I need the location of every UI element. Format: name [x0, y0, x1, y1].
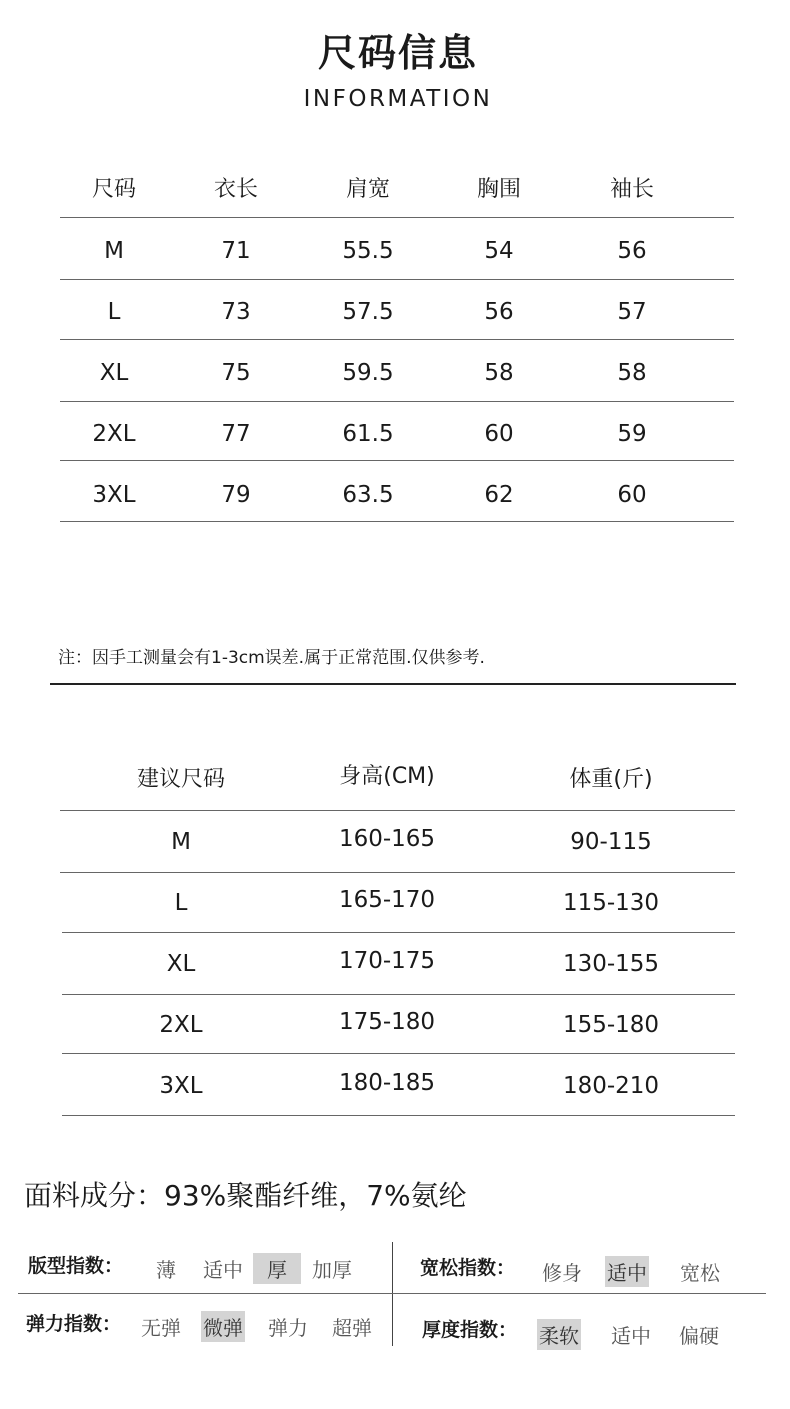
fabric-composition: 面料成分：93%聚酯纤维，7%氨纶	[24, 1179, 467, 1212]
table-cell: L	[107, 299, 121, 325]
table-cell: XL	[99, 360, 129, 386]
elasticity-option-elastic: 弹力	[268, 1316, 308, 1340]
table-cell: 175-180	[338, 1009, 436, 1035]
fit-option-extra-thick: 加厚	[312, 1258, 352, 1282]
table-cell: M	[171, 829, 191, 855]
thickness-index-label: 厚度指数：	[422, 1319, 518, 1341]
table-row	[60, 404, 735, 464]
column-header: 建议尺码	[136, 767, 226, 792]
thickness-option-medium: 适中	[611, 1324, 651, 1348]
column-header: 肩宽	[345, 177, 391, 202]
table-cell: 2XL	[159, 1012, 203, 1038]
fit-option-thick-selected: 厚	[253, 1253, 301, 1284]
row-divider	[62, 1115, 735, 1116]
column-header: 袖长	[609, 177, 655, 202]
elasticity-option-slight-selected: 微弹	[201, 1311, 245, 1342]
table-cell: 56	[484, 299, 514, 325]
table-cell: 54	[484, 238, 514, 264]
page-subtitle: INFORMATION	[303, 86, 493, 112]
table-row	[60, 995, 736, 1055]
looseness-option-regular-selected: 适中	[605, 1256, 649, 1287]
looseness-index-label: 宽松指数：	[420, 1257, 516, 1279]
table-cell: 160-165	[338, 826, 436, 852]
table-row	[60, 282, 735, 342]
column-header: 胸围	[476, 177, 522, 202]
table-header	[60, 160, 735, 220]
table-row	[60, 343, 735, 403]
looseness-option-loose: 宽松	[680, 1261, 720, 1285]
table-cell: 59.5	[342, 360, 394, 386]
table-row	[60, 465, 735, 525]
table-cell: 60	[617, 482, 647, 508]
table-cell: 73	[221, 299, 251, 325]
table-cell: 3XL	[92, 482, 136, 508]
table-cell: 115-130	[562, 890, 660, 916]
table-cell: 57	[617, 299, 647, 325]
table-cell: 79	[221, 482, 251, 508]
table-row	[60, 221, 735, 281]
table-cell: 130-155	[562, 951, 660, 977]
row-divider	[60, 339, 734, 340]
table-cell: 3XL	[159, 1073, 203, 1099]
table-cell: 165-170	[338, 887, 436, 913]
table-row	[60, 1056, 736, 1116]
table-cell: 61.5	[342, 421, 394, 447]
table-cell: 57.5	[342, 299, 394, 325]
elasticity-option-super: 超弹	[332, 1316, 372, 1340]
table-cell: 58	[484, 360, 514, 386]
table-cell: M	[104, 238, 124, 264]
looseness-option-slim: 修身	[542, 1261, 582, 1285]
fit-option-medium: 适中	[203, 1258, 243, 1282]
table-row	[60, 812, 736, 872]
table-cell: 55.5	[342, 238, 394, 264]
size-table	[60, 160, 735, 525]
elasticity-index-label: 弹力指数：	[26, 1313, 122, 1335]
suggest-size-table	[60, 750, 736, 1120]
column-header: 体重(斤)	[569, 767, 653, 792]
row-divider	[60, 279, 734, 280]
column-header: 衣长	[213, 177, 259, 202]
table-cell: 56	[617, 238, 647, 264]
table-cell: L	[174, 890, 188, 916]
grid-vertical-divider	[392, 1242, 393, 1346]
table-header	[60, 750, 736, 810]
row-divider	[60, 217, 734, 218]
table-cell: 58	[617, 360, 647, 386]
table-cell: 60	[484, 421, 514, 447]
row-divider	[60, 460, 734, 461]
table-row	[60, 873, 736, 933]
table-cell: 59	[617, 421, 647, 447]
table-cell: 180-185	[338, 1070, 436, 1096]
table-cell: 180-210	[562, 1073, 660, 1099]
table-cell: 90-115	[570, 829, 652, 855]
thickness-option-stiff: 偏硬	[679, 1324, 719, 1348]
page-title: 尺码信息	[317, 31, 478, 75]
table-cell: 71	[221, 238, 251, 264]
column-header: 尺码	[91, 177, 137, 202]
table-row	[60, 934, 736, 994]
measurement-note: 注：因手工测量会有1-3cm误差.属于正常范围.仅供参考.	[58, 648, 485, 668]
table-cell: 63.5	[342, 482, 394, 508]
table-cell: 75	[221, 360, 251, 386]
row-divider	[60, 401, 734, 402]
table-cell: 62	[484, 482, 514, 508]
grid-horizontal-divider	[18, 1293, 766, 1294]
section-divider	[50, 683, 736, 685]
table-cell: 155-180	[562, 1012, 660, 1038]
column-header: 身高(CM)	[339, 764, 435, 789]
table-cell: 170-175	[338, 948, 436, 974]
fit-option-thin: 薄	[156, 1258, 176, 1282]
table-cell: XL	[166, 951, 196, 977]
table-cell: 2XL	[92, 421, 136, 447]
elasticity-option-none: 无弹	[141, 1316, 181, 1340]
table-cell: 77	[221, 421, 251, 447]
fit-index-label: 版型指数：	[28, 1255, 124, 1277]
thickness-option-soft-selected: 柔软	[537, 1319, 581, 1350]
row-divider	[60, 521, 734, 522]
